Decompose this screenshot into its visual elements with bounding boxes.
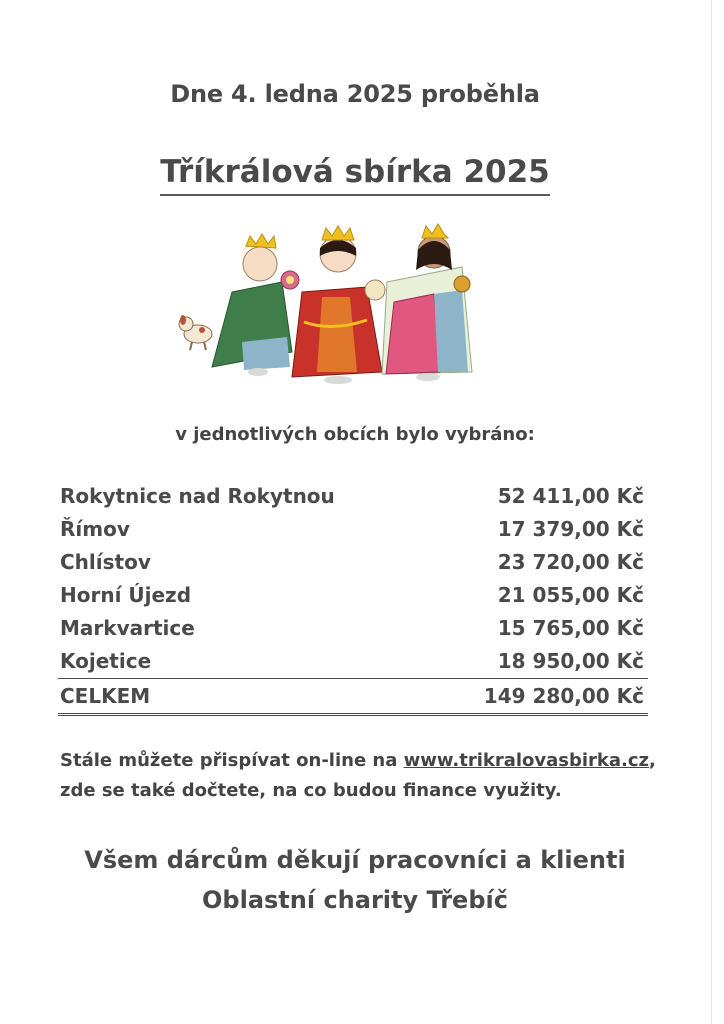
total-label: CELKEM: [60, 684, 151, 708]
page-title: [0, 152, 710, 196]
thanks-line-2: Oblastní charity Třebíč: [202, 886, 508, 914]
table-row: [58, 579, 648, 612]
village-amount: 15 765,00 Kč: [497, 616, 644, 640]
red-king-figure: [292, 226, 385, 384]
online-prefix: Stále můžete přispívat on-line na: [60, 750, 404, 771]
village-name: Chlístov: [60, 550, 151, 574]
title-text: Tříkrálová sbírka 2025: [160, 152, 549, 196]
green-king-figure: [212, 234, 299, 376]
village-amount: 18 950,00 Kč: [497, 649, 644, 673]
collections-table: [58, 480, 648, 716]
table-row: [58, 480, 648, 513]
total-amount: 149 280,00 Kč: [483, 684, 644, 708]
online-line-2: zde se také dočtete, na co budou finance využity.: [60, 780, 562, 801]
village-amount: 52 411,00 Kč: [497, 484, 644, 508]
pink-king-figure: [382, 224, 472, 381]
online-suffix: ,: [649, 750, 656, 771]
table-row: [58, 645, 648, 678]
total-row: [58, 678, 648, 716]
donation-website-link[interactable]: www.trikralovasbirka.cz: [403, 750, 650, 771]
page-edge-divider: [711, 0, 712, 1024]
village-name: Kojetice: [60, 649, 152, 673]
village-amount: 23 720,00 Kč: [497, 550, 644, 574]
three-kings-illustration-icon: [172, 222, 492, 392]
online-donation-text: [60, 746, 660, 806]
dog-figure: [179, 315, 212, 350]
table-row: [58, 546, 648, 579]
table-row: [58, 513, 648, 546]
village-name: Horní Újezd: [60, 583, 192, 607]
village-amount: 17 379,00 Kč: [497, 517, 644, 541]
village-name: Římov: [60, 517, 130, 541]
village-name: Markvartice: [60, 616, 195, 640]
collected-subtitle: v jednotlivých obcích bylo vybráno:: [175, 424, 535, 445]
village-name: Rokytnice nad Rokytnou: [60, 484, 335, 508]
intro-text: Dne 4. ledna 2025 proběhla: [170, 80, 540, 108]
thanks-line-1: Všem dárcům děkují pracovníci a klienti: [84, 846, 626, 874]
table-row: [58, 612, 648, 645]
online-line-1: [60, 746, 660, 776]
village-amount: 21 055,00 Kč: [497, 583, 644, 607]
thanks-text: [0, 840, 710, 920]
